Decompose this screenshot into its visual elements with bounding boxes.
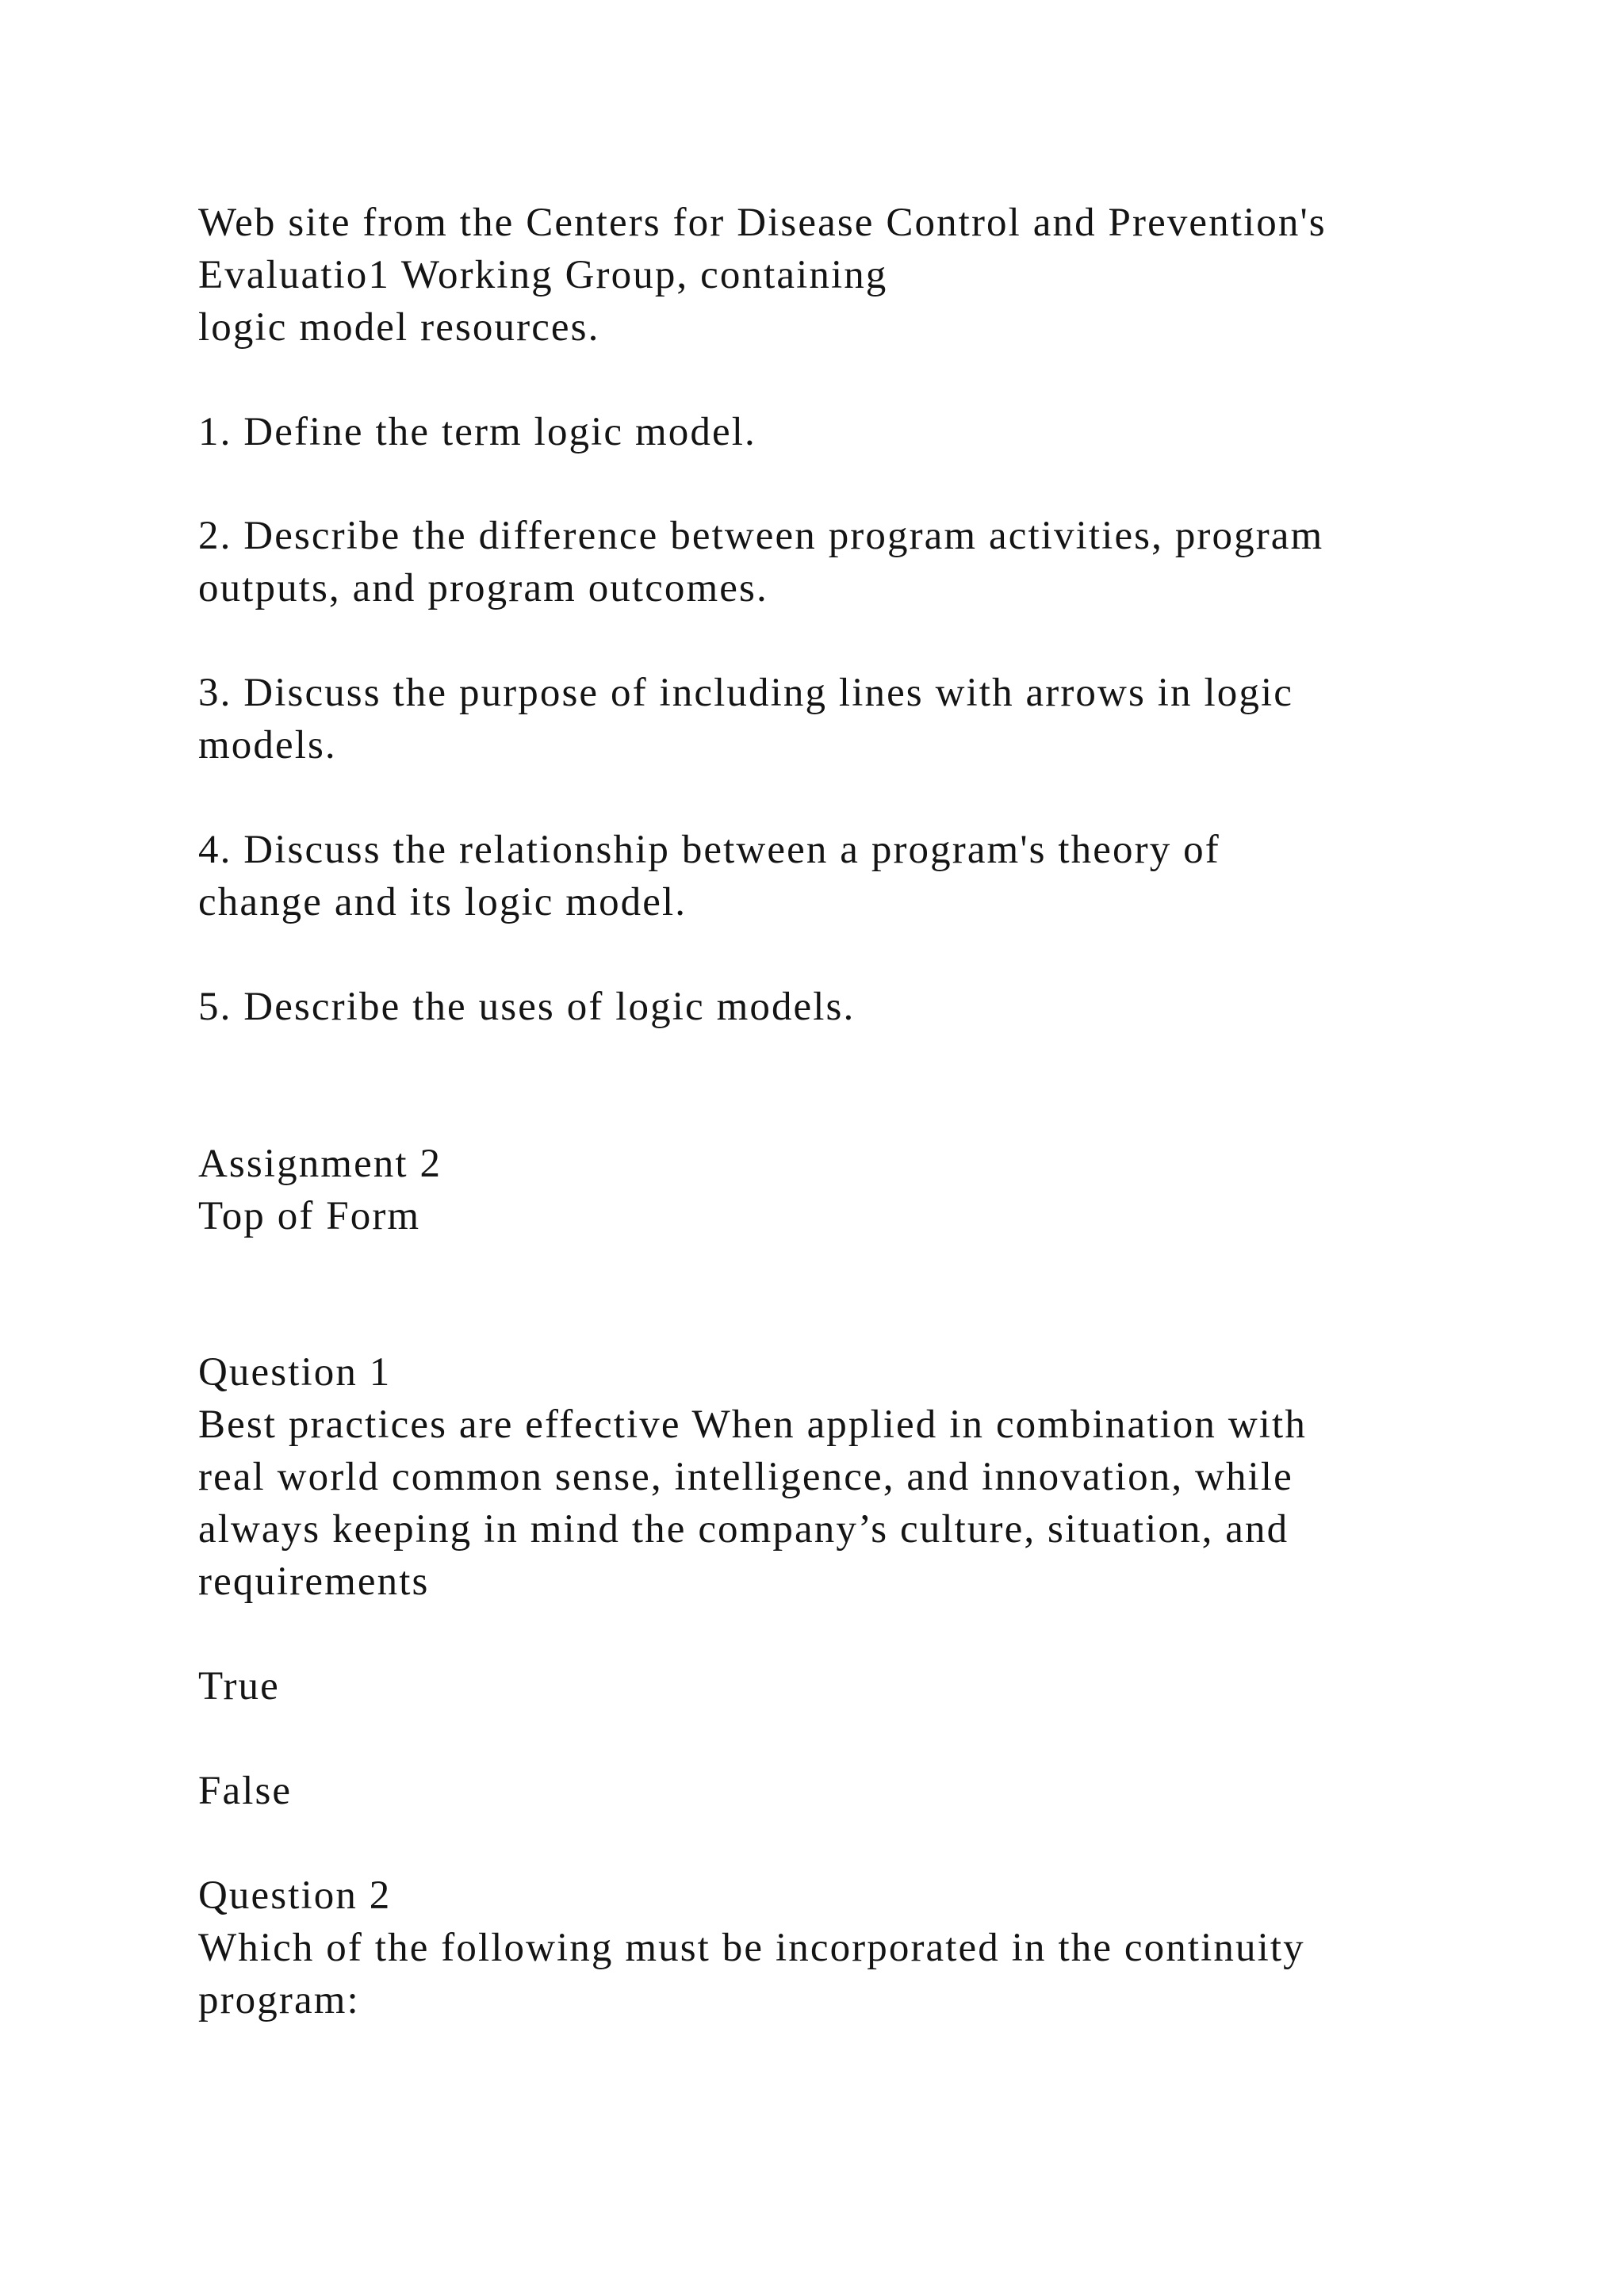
question-2-text-line-1: Which of the following must be incorporated in the continuity	[198, 1926, 1305, 1970]
question-item-4-line-1: 4. Discuss the relationship between a program's theory of	[198, 828, 1220, 872]
question-2-text-line-2: program:	[198, 1978, 360, 2022]
question-item-1: 1. Define the term logic model.	[198, 410, 756, 454]
question-2-heading: Question 2	[198, 1873, 392, 1918]
question-item-3-line-2: models.	[198, 723, 337, 767]
question-1-text-line-4: requirements	[198, 1559, 430, 1604]
question-1-text-line-1: Best practices are effective When applied in combination with	[198, 1402, 1307, 1447]
question-1-heading: Question 1	[198, 1350, 392, 1395]
intro-line-2: Evaluatio1 Working Group, containing	[198, 253, 888, 297]
option-true: True	[198, 1664, 280, 1709]
question-1-text-line-3: always keeping in mind the company’s culture, situation, and	[198, 1507, 1289, 1552]
top-of-form-label: Top of Form	[198, 1194, 421, 1238]
option-false: False	[198, 1769, 293, 1813]
question-item-5: 5. Describe the uses of logic models.	[198, 985, 856, 1029]
question-item-2-line-1: 2. Describe the difference between program activities, program	[198, 514, 1324, 558]
question-item-2-line-2: outputs, and program outcomes.	[198, 566, 768, 610]
question-1-text-line-2: real world common sense, intelligence, and innovation, while	[198, 1455, 1293, 1499]
assignment-title: Assignment 2	[198, 1142, 442, 1186]
question-item-3-line-1: 3. Discuss the purpose of including lines with arrows in logic	[198, 671, 1293, 715]
intro-line-1: Web site from the Centers for Disease Control and Prevention's	[198, 201, 1327, 245]
intro-line-3: logic model resources.	[198, 305, 600, 350]
question-item-4-line-2: change and its logic model.	[198, 880, 688, 924]
